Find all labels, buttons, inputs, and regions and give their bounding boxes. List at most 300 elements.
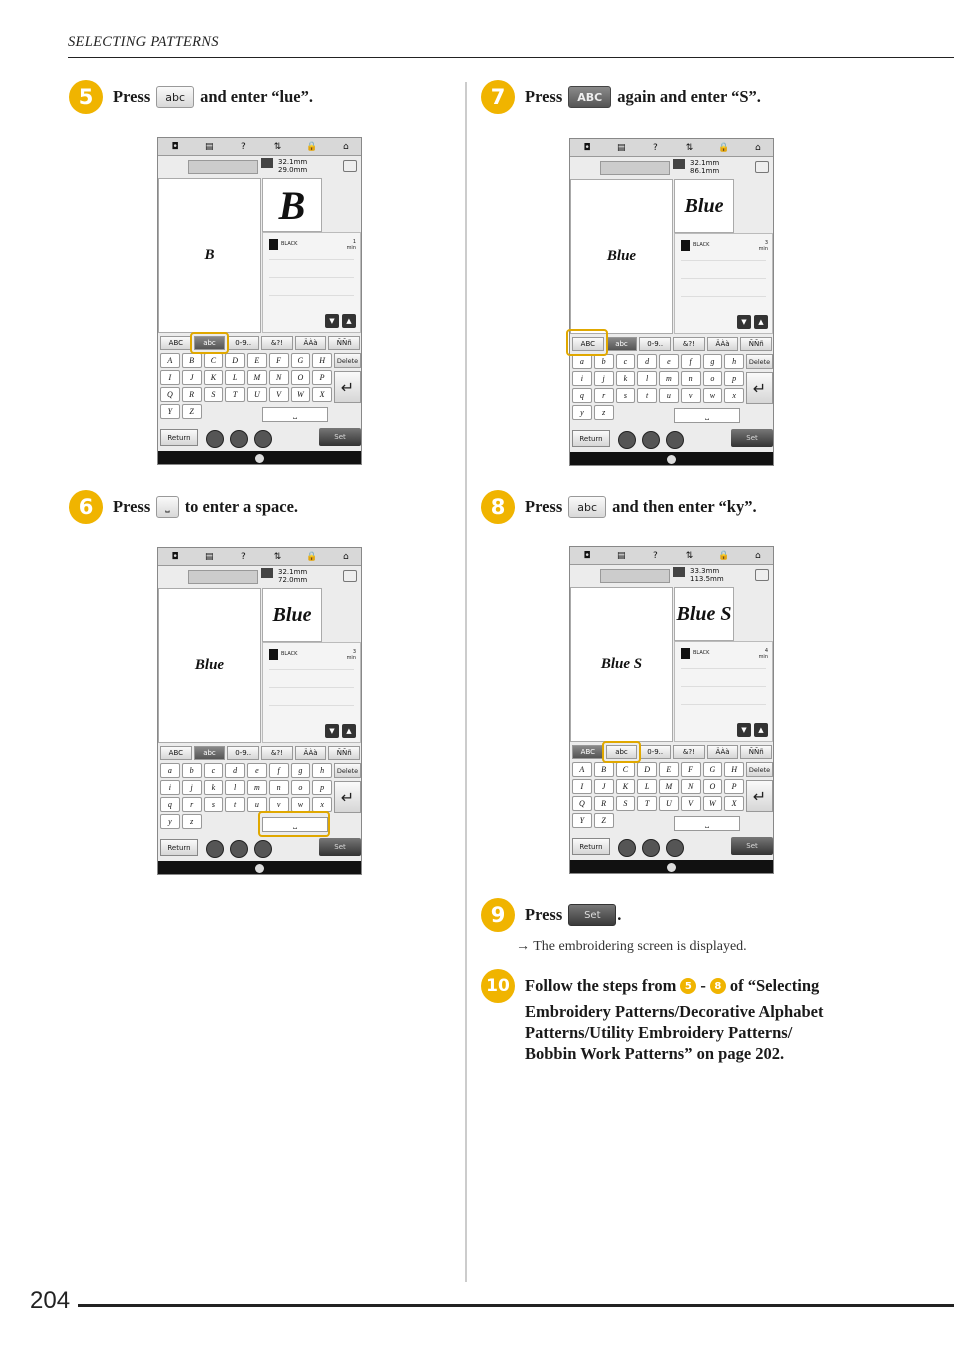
step-text-post: again and enter “S”. bbox=[617, 87, 761, 106]
panel-line bbox=[269, 669, 354, 670]
panel-line bbox=[269, 687, 354, 688]
camera-icon[interactable]: ◘ bbox=[171, 551, 179, 562]
key[interactable]: t bbox=[637, 388, 657, 403]
step-text: of “Selecting bbox=[729, 976, 820, 995]
return-button[interactable]: Return bbox=[160, 429, 198, 446]
key[interactable]: C bbox=[616, 762, 636, 777]
mode-buttons bbox=[206, 840, 272, 858]
key[interactable]: X bbox=[724, 796, 744, 811]
key[interactable]: j bbox=[594, 371, 614, 386]
highlight-box bbox=[190, 332, 230, 354]
enter-button[interactable]: ↵ bbox=[334, 781, 361, 813]
key[interactable]: Y bbox=[572, 813, 592, 828]
key[interactable]: K bbox=[616, 779, 636, 794]
camera-icon[interactable]: ◘ bbox=[583, 550, 591, 561]
tab-0[interactable]: ABC bbox=[160, 746, 192, 760]
abc-key-icon: abc bbox=[568, 496, 606, 518]
key[interactable]: L bbox=[225, 370, 245, 385]
key[interactable]: l bbox=[637, 371, 657, 386]
large-preview-text: Blue bbox=[272, 603, 312, 626]
header-rule bbox=[68, 57, 954, 58]
space-button[interactable]: ⎵ bbox=[262, 817, 328, 832]
key[interactable]: Y bbox=[160, 404, 180, 419]
zoom-tools[interactable] bbox=[600, 569, 670, 583]
thread-name: BLACK bbox=[693, 242, 710, 248]
tab-1[interactable]: abc bbox=[194, 746, 226, 760]
column-divider bbox=[465, 82, 467, 1282]
tab-4[interactable]: ÄÀà bbox=[707, 745, 739, 759]
step-text-pre: Press bbox=[113, 497, 151, 516]
key[interactable]: g bbox=[291, 763, 311, 778]
home-icon[interactable]: ⌂ bbox=[343, 551, 349, 562]
document-icon[interactable]: ▤ bbox=[616, 550, 626, 561]
key[interactable]: N bbox=[681, 779, 701, 794]
return-button[interactable]: Return bbox=[572, 430, 610, 447]
step-10 bbox=[481, 969, 819, 1003]
tab-1[interactable]: abc bbox=[194, 336, 226, 350]
lock-icon[interactable]: 🔒 bbox=[718, 550, 730, 561]
stitch-time: 3 min bbox=[346, 649, 356, 661]
step-10-line-2: Embroidery Patterns/Decorative Alphabet bbox=[525, 1002, 824, 1021]
large-preview bbox=[262, 178, 322, 232]
key[interactable]: h bbox=[724, 354, 744, 369]
delete-button[interactable]: Delete bbox=[334, 763, 361, 778]
tab-5[interactable]: ÑÑñ bbox=[740, 745, 772, 759]
set-button[interactable]: Set bbox=[319, 428, 361, 446]
key[interactable]: t bbox=[225, 797, 245, 812]
arrow-up-icon[interactable]: ▲ bbox=[342, 724, 356, 738]
panel-line bbox=[269, 259, 354, 260]
key[interactable]: l bbox=[225, 780, 245, 795]
key[interactable]: q bbox=[160, 797, 180, 812]
embroidery-screen-sc8 bbox=[569, 546, 774, 874]
key[interactable]: r bbox=[594, 388, 614, 403]
key[interactable]: n bbox=[681, 371, 701, 386]
key[interactable]: N bbox=[269, 370, 289, 385]
home-icon[interactable]: ⌂ bbox=[343, 141, 349, 152]
page-number: 204 bbox=[30, 1287, 71, 1314]
tab-4[interactable]: ÄÀà bbox=[707, 337, 739, 351]
key[interactable]: m bbox=[659, 371, 679, 386]
highlight-box bbox=[566, 329, 608, 356]
home-icon[interactable]: ⌂ bbox=[755, 142, 761, 153]
key[interactable]: e bbox=[247, 763, 267, 778]
pattern-preview bbox=[158, 588, 261, 743]
delete-button[interactable]: Delete bbox=[746, 354, 773, 369]
preview-text: B bbox=[204, 247, 215, 263]
bottom-bar bbox=[158, 837, 362, 859]
tab-5[interactable]: ÑÑñ bbox=[740, 337, 772, 351]
large-preview-text: Blue S bbox=[676, 602, 732, 625]
key[interactable]: J bbox=[182, 370, 202, 385]
key[interactable]: p bbox=[312, 780, 332, 795]
key[interactable]: F bbox=[269, 353, 289, 368]
settings-icon[interactable]: ⇅ bbox=[685, 550, 694, 561]
key[interactable]: L bbox=[637, 779, 657, 794]
key[interactable]: I bbox=[572, 779, 592, 794]
size-icon bbox=[673, 567, 685, 577]
array-icon[interactable] bbox=[618, 431, 636, 449]
key[interactable]: g bbox=[703, 354, 723, 369]
footer-rule bbox=[78, 1304, 954, 1307]
array-icon[interactable] bbox=[206, 430, 224, 448]
key[interactable]: u bbox=[247, 797, 267, 812]
check-icon[interactable] bbox=[254, 840, 272, 858]
arrow-up-icon[interactable]: ▲ bbox=[342, 314, 356, 328]
key[interactable]: f bbox=[681, 354, 701, 369]
panel-line bbox=[681, 260, 766, 261]
camera-icon[interactable]: ◘ bbox=[583, 142, 591, 153]
panel-line bbox=[681, 296, 766, 297]
status-dot-icon bbox=[667, 455, 676, 464]
key[interactable]: O bbox=[703, 779, 723, 794]
scroll-arrows bbox=[325, 724, 356, 738]
key[interactable]: p bbox=[724, 371, 744, 386]
help-icon[interactable]: ? bbox=[653, 142, 658, 153]
lock-icon[interactable]: 🔒 bbox=[306, 551, 318, 562]
pattern-preview bbox=[158, 178, 261, 333]
step-7 bbox=[481, 80, 761, 114]
top-toolbar bbox=[158, 548, 362, 566]
key[interactable]: H bbox=[724, 762, 744, 777]
key[interactable]: w bbox=[291, 797, 311, 812]
key[interactable]: Q bbox=[572, 796, 592, 811]
settings-icon[interactable]: ⇅ bbox=[273, 551, 282, 562]
screen-footer bbox=[158, 451, 362, 465]
thread-name: BLACK bbox=[281, 241, 298, 247]
key[interactable]: P bbox=[724, 779, 744, 794]
arrow-down-icon[interactable]: ▼ bbox=[737, 723, 751, 737]
size-icon bbox=[673, 159, 685, 169]
pattern-preview bbox=[570, 587, 673, 742]
tab-0[interactable]: ABC bbox=[160, 336, 192, 350]
key[interactable]: U bbox=[247, 387, 267, 402]
set-button[interactable]: Set bbox=[319, 838, 361, 856]
screen-footer bbox=[570, 860, 774, 874]
thread-color-swatch bbox=[681, 240, 690, 251]
arrow-down-icon[interactable]: ▼ bbox=[325, 314, 339, 328]
key[interactable]: D bbox=[637, 762, 657, 777]
tab-3[interactable]: &?! bbox=[261, 336, 293, 350]
key[interactable]: Z bbox=[182, 404, 202, 419]
key[interactable]: i bbox=[572, 371, 592, 386]
key[interactable]: c bbox=[204, 763, 224, 778]
step-text-pre: Press bbox=[525, 905, 563, 924]
step-text-pre: Press bbox=[113, 87, 151, 106]
key[interactable]: m bbox=[247, 780, 267, 795]
array-icon[interactable] bbox=[618, 839, 636, 857]
panel-line bbox=[269, 705, 354, 706]
key[interactable]: y bbox=[160, 814, 180, 829]
key[interactable]: O bbox=[291, 370, 311, 385]
embroidery-screen-sc5 bbox=[157, 137, 362, 465]
zoom-tools[interactable] bbox=[600, 161, 670, 175]
key[interactable]: Q bbox=[160, 387, 180, 402]
preview-text: Blue S bbox=[600, 656, 643, 672]
home-icon[interactable]: ⌂ bbox=[755, 550, 761, 561]
thread-panel bbox=[674, 641, 773, 742]
key[interactable]: q bbox=[572, 388, 592, 403]
step-number: 6 bbox=[69, 490, 103, 524]
stitch-time: 3 min bbox=[758, 240, 768, 252]
key[interactable]: d bbox=[225, 763, 245, 778]
delete-button[interactable]: Delete bbox=[746, 762, 773, 777]
top-toolbar bbox=[570, 139, 774, 157]
key[interactable]: r bbox=[182, 797, 202, 812]
embroidery-screen-sc7 bbox=[569, 138, 774, 466]
key[interactable]: j bbox=[182, 780, 202, 795]
tab-5[interactable]: ÑÑñ bbox=[328, 336, 360, 350]
spacing-icon[interactable] bbox=[230, 840, 248, 858]
key[interactable]: n bbox=[269, 780, 289, 795]
return-button[interactable]: Return bbox=[160, 839, 198, 856]
tab-2[interactable]: 0-9.. bbox=[227, 746, 259, 760]
tab-4[interactable]: ÄÀà bbox=[295, 746, 327, 760]
key[interactable]: R bbox=[594, 796, 614, 811]
lock-icon[interactable]: 🔒 bbox=[306, 141, 318, 152]
key[interactable]: a bbox=[160, 763, 180, 778]
key[interactable]: v bbox=[269, 797, 289, 812]
help-icon[interactable]: ? bbox=[653, 550, 658, 561]
pattern-preview bbox=[570, 179, 673, 334]
panel-line bbox=[269, 277, 354, 278]
key[interactable]: b bbox=[182, 763, 202, 778]
key[interactable]: I bbox=[160, 370, 180, 385]
key[interactable]: h bbox=[312, 763, 332, 778]
arrow-down-icon[interactable]: ▼ bbox=[737, 315, 751, 329]
key[interactable]: a bbox=[572, 354, 592, 369]
key[interactable]: W bbox=[291, 387, 311, 402]
key[interactable]: K bbox=[204, 370, 224, 385]
key[interactable]: W bbox=[703, 796, 723, 811]
arrow-up-icon[interactable]: ▲ bbox=[754, 315, 768, 329]
mode-buttons bbox=[618, 431, 684, 449]
key[interactable]: H bbox=[312, 353, 332, 368]
key[interactable]: J bbox=[594, 779, 614, 794]
enter-button[interactable]: ↵ bbox=[334, 371, 361, 403]
key[interactable]: Z bbox=[594, 813, 614, 828]
key[interactable]: T bbox=[637, 796, 657, 811]
scroll-arrows bbox=[737, 723, 768, 737]
highlight-box bbox=[602, 741, 642, 763]
size-icon bbox=[261, 158, 273, 168]
scroll-arrows bbox=[325, 314, 356, 328]
step-text-post: and then enter “ky”. bbox=[612, 497, 757, 516]
step-6 bbox=[69, 490, 298, 524]
key[interactable]: M bbox=[659, 779, 679, 794]
delete-button[interactable]: Delete bbox=[334, 353, 361, 368]
key[interactable]: f bbox=[269, 763, 289, 778]
thread-color-swatch bbox=[269, 649, 278, 660]
key[interactable]: s bbox=[616, 388, 636, 403]
space-button[interactable]: ⎵ bbox=[674, 408, 740, 423]
key[interactable]: o bbox=[703, 371, 723, 386]
step-8 bbox=[481, 490, 757, 524]
thread-color-swatch bbox=[269, 239, 278, 250]
size-icon bbox=[261, 568, 273, 578]
tab-2[interactable]: 0-9.. bbox=[639, 745, 671, 759]
tab-0[interactable]: ABC bbox=[572, 337, 604, 351]
step-ref-8: 8 bbox=[710, 978, 726, 994]
check-icon[interactable] bbox=[254, 430, 272, 448]
step-text-pre: Press bbox=[525, 87, 563, 106]
key[interactable]: V bbox=[269, 387, 289, 402]
key[interactable]: V bbox=[681, 796, 701, 811]
settings-icon[interactable]: ⇅ bbox=[685, 142, 694, 153]
key[interactable]: X bbox=[312, 387, 332, 402]
key[interactable]: z bbox=[182, 814, 202, 829]
tab-0[interactable]: ABC bbox=[572, 745, 604, 759]
space-button[interactable]: ⎵ bbox=[262, 407, 328, 422]
thread-panel bbox=[262, 642, 361, 743]
camera-icon[interactable]: ◘ bbox=[171, 141, 179, 152]
key[interactable]: C bbox=[204, 353, 224, 368]
corner-button[interactable] bbox=[343, 570, 357, 582]
step-text-post: and enter “lue”. bbox=[200, 87, 313, 106]
uppercase-key-icon: ABC bbox=[568, 86, 611, 108]
corner-button[interactable] bbox=[755, 161, 769, 173]
running-header: SELECTING PATTERNS bbox=[68, 34, 219, 50]
document-icon[interactable]: ▤ bbox=[204, 141, 214, 152]
key[interactable]: D bbox=[225, 353, 245, 368]
pattern-size: 32.1mm 72.0mm bbox=[278, 568, 308, 584]
tab-1[interactable]: abc bbox=[606, 745, 638, 759]
tab-3[interactable]: &?! bbox=[673, 745, 705, 759]
check-icon[interactable] bbox=[666, 431, 684, 449]
abc-key-icon: abc bbox=[156, 86, 194, 108]
key[interactable]: k bbox=[616, 371, 636, 386]
spacing-icon[interactable] bbox=[642, 839, 660, 857]
settings-icon[interactable]: ⇅ bbox=[273, 141, 282, 152]
key[interactable]: S bbox=[616, 796, 636, 811]
array-icon[interactable] bbox=[206, 840, 224, 858]
thread-name: BLACK bbox=[693, 650, 710, 656]
spacing-icon[interactable] bbox=[642, 431, 660, 449]
key[interactable]: M bbox=[247, 370, 267, 385]
key[interactable]: b bbox=[594, 354, 614, 369]
large-preview bbox=[262, 588, 322, 642]
tab-4[interactable]: ÄÀà bbox=[295, 336, 327, 350]
thread-panel bbox=[262, 232, 361, 333]
key[interactable]: c bbox=[616, 354, 636, 369]
zoom-tools[interactable] bbox=[188, 160, 258, 174]
key[interactable]: T bbox=[225, 387, 245, 402]
help-icon[interactable]: ? bbox=[241, 141, 246, 152]
lock-icon[interactable]: 🔒 bbox=[718, 142, 730, 153]
panel-line bbox=[681, 668, 766, 669]
step-text: Follow the steps from bbox=[525, 976, 677, 995]
key[interactable]: i bbox=[160, 780, 180, 795]
stitch-time: 1 min bbox=[346, 239, 356, 251]
key[interactable]: G bbox=[703, 762, 723, 777]
key[interactable]: x bbox=[724, 388, 744, 403]
panel-line bbox=[681, 704, 766, 705]
stitch-time: 4 min bbox=[758, 648, 768, 660]
help-icon[interactable]: ? bbox=[241, 551, 246, 562]
key[interactable]: z bbox=[594, 405, 614, 420]
bottom-bar bbox=[158, 427, 362, 449]
key[interactable]: B bbox=[182, 353, 202, 368]
return-button[interactable]: Return bbox=[572, 838, 610, 855]
arrow-down-icon[interactable]: ▼ bbox=[325, 724, 339, 738]
check-icon[interactable] bbox=[666, 839, 684, 857]
key[interactable]: S bbox=[204, 387, 224, 402]
key[interactable]: y bbox=[572, 405, 592, 420]
key[interactable]: x bbox=[312, 797, 332, 812]
step-text-post: to enter a space. bbox=[184, 497, 299, 516]
highlight-box bbox=[258, 811, 330, 837]
key[interactable]: k bbox=[204, 780, 224, 795]
set-button[interactable]: Set bbox=[731, 429, 773, 447]
result-text: → The embroidering screen is displayed. bbox=[516, 939, 747, 954]
status-dot-icon bbox=[255, 864, 264, 873]
thread-name: BLACK bbox=[281, 651, 298, 657]
key[interactable]: P bbox=[312, 370, 332, 385]
key[interactable]: R bbox=[182, 387, 202, 402]
key[interactable]: E bbox=[247, 353, 267, 368]
spacing-icon[interactable] bbox=[230, 430, 248, 448]
keyboard-tabs bbox=[160, 746, 360, 760]
status-dot-icon bbox=[667, 863, 676, 872]
document-icon[interactable]: ▤ bbox=[616, 142, 626, 153]
corner-button[interactable] bbox=[755, 569, 769, 581]
zoom-tools[interactable] bbox=[188, 570, 258, 584]
step-ref-5: 5 bbox=[680, 978, 696, 994]
mode-buttons bbox=[618, 839, 684, 857]
step-number: 9 bbox=[481, 898, 515, 932]
preview-text: Blue bbox=[194, 657, 225, 673]
key[interactable]: v bbox=[681, 388, 701, 403]
key[interactable]: G bbox=[291, 353, 311, 368]
key[interactable]: U bbox=[659, 796, 679, 811]
set-button[interactable]: Set bbox=[731, 837, 773, 855]
large-preview bbox=[674, 587, 734, 641]
panel-line bbox=[681, 686, 766, 687]
enter-button[interactable]: ↵ bbox=[746, 780, 773, 812]
document-icon[interactable]: ▤ bbox=[204, 551, 214, 562]
space-button[interactable]: ⎵ bbox=[674, 816, 740, 831]
key[interactable]: o bbox=[291, 780, 311, 795]
large-preview bbox=[674, 179, 734, 233]
tab-3[interactable]: &?! bbox=[261, 746, 293, 760]
key[interactable]: B bbox=[594, 762, 614, 777]
top-toolbar bbox=[570, 547, 774, 565]
key[interactable]: w bbox=[703, 388, 723, 403]
key[interactable]: F bbox=[681, 762, 701, 777]
bottom-bar bbox=[570, 428, 774, 450]
status-dot-icon bbox=[255, 454, 264, 463]
panel-line bbox=[269, 295, 354, 296]
key[interactable]: e bbox=[659, 354, 679, 369]
key[interactable]: A bbox=[160, 353, 180, 368]
tab-2[interactable]: 0-9.. bbox=[227, 336, 259, 350]
tab-1[interactable]: abc bbox=[606, 337, 638, 351]
key[interactable]: s bbox=[204, 797, 224, 812]
tab-2[interactable]: 0-9.. bbox=[639, 337, 671, 351]
tab-3[interactable]: &?! bbox=[673, 337, 705, 351]
arrow-up-icon[interactable]: ▲ bbox=[754, 723, 768, 737]
set-key-icon: Set bbox=[568, 904, 616, 926]
pattern-size: 32.1mm 86.1mm bbox=[690, 159, 720, 175]
key[interactable]: d bbox=[637, 354, 657, 369]
tab-5[interactable]: ÑÑñ bbox=[328, 746, 360, 760]
key[interactable]: u bbox=[659, 388, 679, 403]
key[interactable]: E bbox=[659, 762, 679, 777]
pattern-size: 33.3mm 113.5mm bbox=[690, 567, 724, 583]
key[interactable]: A bbox=[572, 762, 592, 777]
enter-button[interactable]: ↵ bbox=[746, 372, 773, 404]
corner-button[interactable] bbox=[343, 160, 357, 172]
